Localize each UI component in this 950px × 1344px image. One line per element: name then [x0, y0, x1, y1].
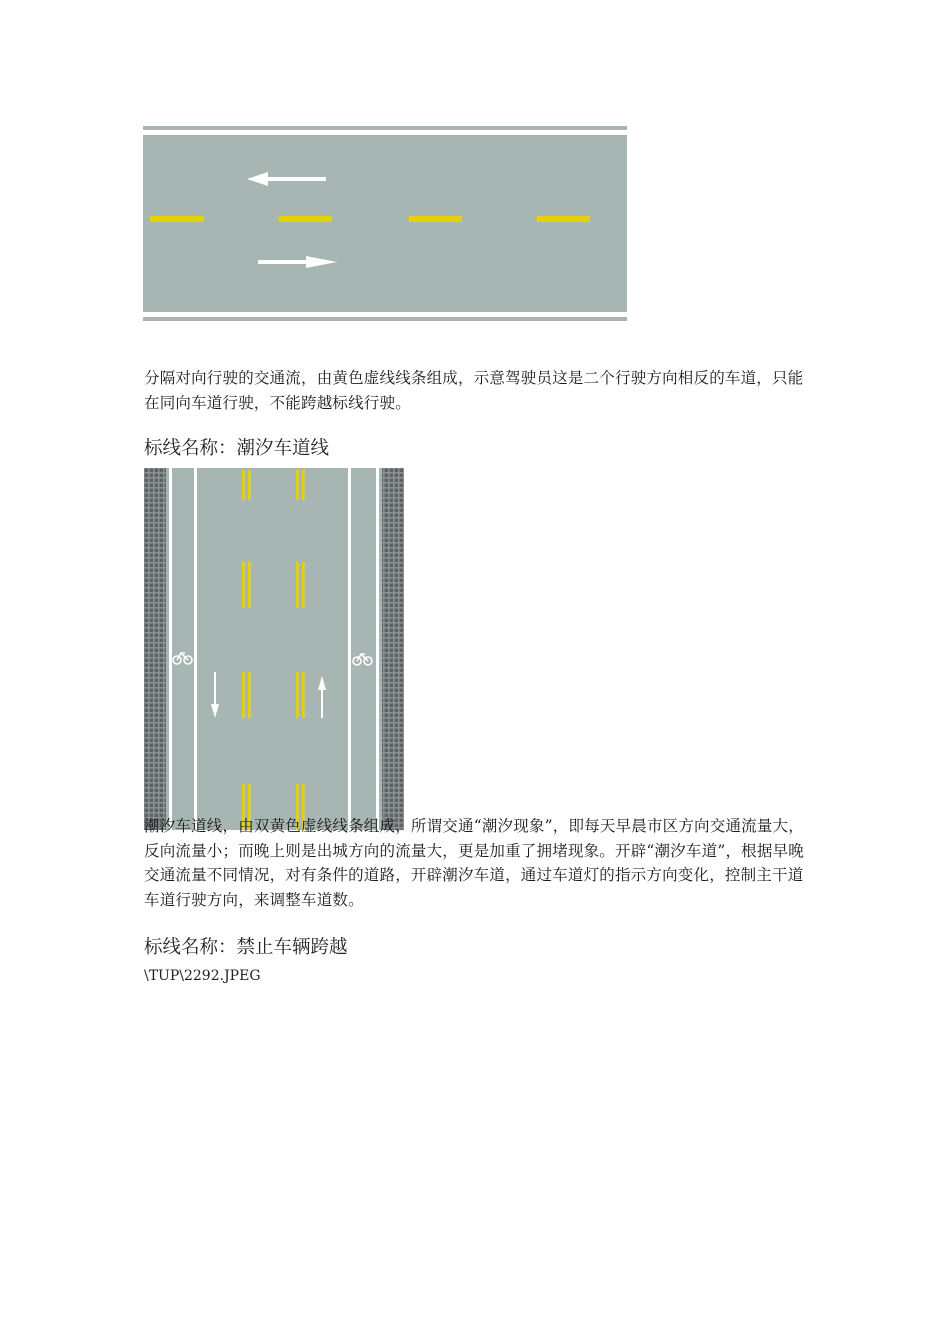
right-edge-line: [376, 468, 379, 830]
top-edge-line: [143, 130, 627, 135]
paragraph-dashed-center-description: 分隔对向行驶的交通流，由黄色虚线线条组成，示意驾驶员这是二个行驶方向相反的车道，只能在同向车道行驶，不能跨越标线行驶。: [144, 369, 804, 412]
heading-no-crossing: 标线名称：禁止车辆跨越: [144, 937, 348, 958]
road-figure-dashed-center: [143, 126, 627, 321]
heading-tidal-lane-line: 标线名称：潮汐车道线: [144, 438, 330, 459]
right-curb: [382, 468, 404, 830]
center-dash: [409, 216, 462, 222]
road-figure-tidal-lane: [144, 468, 404, 830]
center-dash: [279, 216, 332, 222]
paragraph-tidal-lane-description: 潮汐车道线，由双黄色虚线线条组成，所谓交通“潮汐现象”，即每天早晨市区方向交通流量大，反向流量小；而晚上则是出城方向的流量大，更是加重了拥堵现象。开辟“潮汐车道”，根据早晚交通流量不同情况，对有条件的道路，开辟潮汐车道，通过车道灯的指示方向变化，控制主干道车道行驶方向，来调整车道数。: [144, 817, 804, 909]
right-lane-line: [348, 468, 351, 830]
bottom-edge-line: [143, 312, 627, 317]
image-path-placeholder: \TUP\2292.JPEG: [144, 968, 261, 984]
left-lane-line: [194, 468, 197, 830]
road-surface: [144, 468, 404, 830]
center-dash: [150, 216, 204, 222]
left-edge-line: [169, 468, 172, 830]
center-dash: [537, 216, 590, 222]
road-surface: [143, 126, 627, 321]
left-curb: [144, 468, 166, 830]
